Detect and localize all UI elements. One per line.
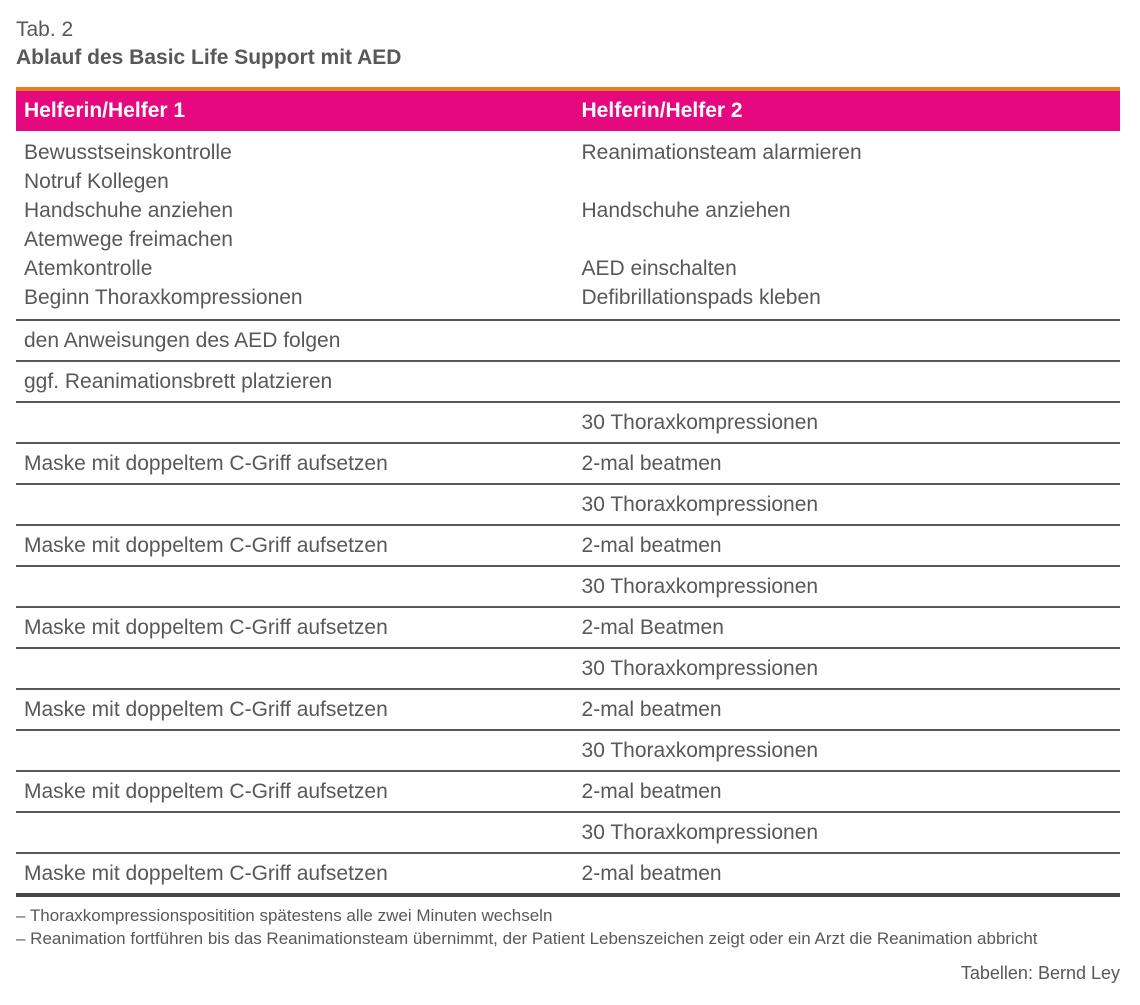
cell-helper1 (16, 403, 574, 442)
table-row (16, 854, 1120, 897)
cell-line: 30 Thoraxkompressionen (581, 575, 819, 598)
cell-helper2 (574, 403, 1120, 442)
cell-line: Beginn Thoraxkompressionen (24, 286, 303, 309)
cell-helper1 (16, 813, 574, 852)
cell-line (582, 326, 1112, 355)
cell-line: 30 Thoraxkompressionen (581, 493, 819, 516)
bls-aed-table (16, 87, 1120, 897)
cell-helper1 (16, 649, 574, 688)
table-row (16, 485, 1120, 526)
cell-line: Maske mit doppeltem C-Griff aufsetzen (24, 862, 388, 885)
cell-helper2 (574, 772, 1120, 811)
cell-line: Handschuhe anziehen (24, 199, 233, 222)
table-row (16, 321, 1120, 362)
cell-helper2 (574, 608, 1120, 647)
cell-line (24, 736, 566, 765)
cell-line: 30 Thoraxkompressionen (581, 821, 819, 844)
cell-line: Maske mit doppeltem C-Griff aufsetzen (24, 616, 388, 639)
table-row (16, 444, 1120, 485)
cell-line: Reanimationsteam alarmieren (581, 141, 862, 164)
cell-helper1 (16, 567, 574, 606)
cell-line: 2-mal beatmen (581, 534, 722, 557)
cell-helper2 (574, 131, 1120, 319)
cell-line: Notruf Kollegen (24, 170, 169, 193)
cell-helper1 (16, 485, 574, 524)
cell-helper1 (16, 321, 574, 360)
cell-helper1 (16, 444, 574, 483)
cell-line: AED einschalten (581, 257, 737, 280)
cell-line: Maske mit doppeltem C-Griff aufsetzen (24, 452, 388, 475)
column-header-helper2: Helferin/Helfer 2 (581, 99, 743, 122)
cell-line (24, 572, 566, 601)
cell-helper2 (574, 567, 1120, 606)
table-row (16, 362, 1120, 403)
cell-line (582, 367, 1112, 396)
table-header-row (16, 91, 1120, 131)
table-row (16, 813, 1120, 854)
cell-helper2 (574, 854, 1120, 893)
cell-line (582, 167, 1112, 196)
cell-helper2 (574, 362, 1120, 401)
column-header-helper1: Helferin/Helfer 1 (24, 99, 186, 122)
cell-line: 2-mal beatmen (581, 862, 722, 885)
cell-line: Handschuhe anziehen (581, 199, 791, 222)
cell-line (24, 818, 566, 847)
cell-line: ggf. Reanimationsbrett platzieren (24, 370, 333, 393)
table-credit: Tabellen: Bernd Ley (960, 963, 1120, 983)
table-title: Ablauf des Basic Life Support mit AED (16, 46, 402, 69)
table-row (16, 131, 1120, 321)
cell-line: Maske mit doppeltem C-Griff aufsetzen (24, 780, 388, 803)
table-row (16, 403, 1120, 444)
cell-line: 2-mal Beatmen (581, 616, 724, 639)
cell-line: 2-mal beatmen (581, 698, 722, 721)
table-row (16, 731, 1120, 772)
table-row (16, 690, 1120, 731)
cell-helper2 (574, 690, 1120, 729)
cell-line: 30 Thoraxkompressionen (581, 411, 819, 434)
cell-helper1 (16, 772, 574, 811)
cell-line: 30 Thoraxkompressionen (581, 657, 819, 680)
footnotes (16, 904, 1120, 950)
cell-helper1 (16, 362, 574, 401)
cell-helper2 (574, 321, 1120, 360)
cell-line: den Anweisungen des AED folgen (24, 329, 341, 352)
cell-line: Bewusstseinskontrolle (24, 141, 232, 164)
cell-line: Maske mit doppeltem C-Griff aufsetzen (24, 534, 388, 557)
cell-helper1 (16, 731, 574, 770)
cell-line: Maske mit doppeltem C-Griff aufsetzen (24, 698, 388, 721)
cell-line (24, 408, 566, 437)
cell-line: 2-mal beatmen (581, 452, 722, 475)
footnote-continue-resuscitation: – Reanimation fortführen bis das Reanimationsteam übernimmt, der Patient Lebenszeichen zeigt oder ein Arzt die Reanimation abbricht (16, 929, 1038, 948)
cell-line: 2-mal beatmen (581, 780, 722, 803)
cell-helper2 (574, 813, 1120, 852)
table-caption-number: Tab. 2 (16, 18, 74, 41)
cell-helper1 (16, 854, 574, 893)
cell-line: Atemkontrolle (24, 257, 153, 280)
cell-helper1 (16, 131, 574, 319)
cell-line: Atemwege freimachen (24, 228, 233, 251)
table-row (16, 772, 1120, 813)
table-row (16, 649, 1120, 690)
cell-helper2 (574, 731, 1120, 770)
cell-line (24, 654, 566, 683)
cell-helper2 (574, 526, 1120, 565)
cell-helper1 (16, 608, 574, 647)
cell-helper2 (574, 649, 1120, 688)
cell-helper1 (16, 690, 574, 729)
cell-line: Defibrillationspads kleben (581, 286, 821, 309)
table-row (16, 567, 1120, 608)
cell-line (24, 490, 566, 519)
cell-helper1 (16, 526, 574, 565)
table-row (16, 526, 1120, 567)
cell-helper2 (574, 485, 1120, 524)
cell-helper2 (574, 444, 1120, 483)
cell-line (582, 225, 1112, 254)
footnote-compression-position: – Thoraxkompressionspositition spätestens alle zwei Minuten wechseln (16, 906, 553, 925)
cell-line: 30 Thoraxkompressionen (581, 739, 819, 762)
table-body (16, 131, 1120, 897)
table-row (16, 608, 1120, 649)
